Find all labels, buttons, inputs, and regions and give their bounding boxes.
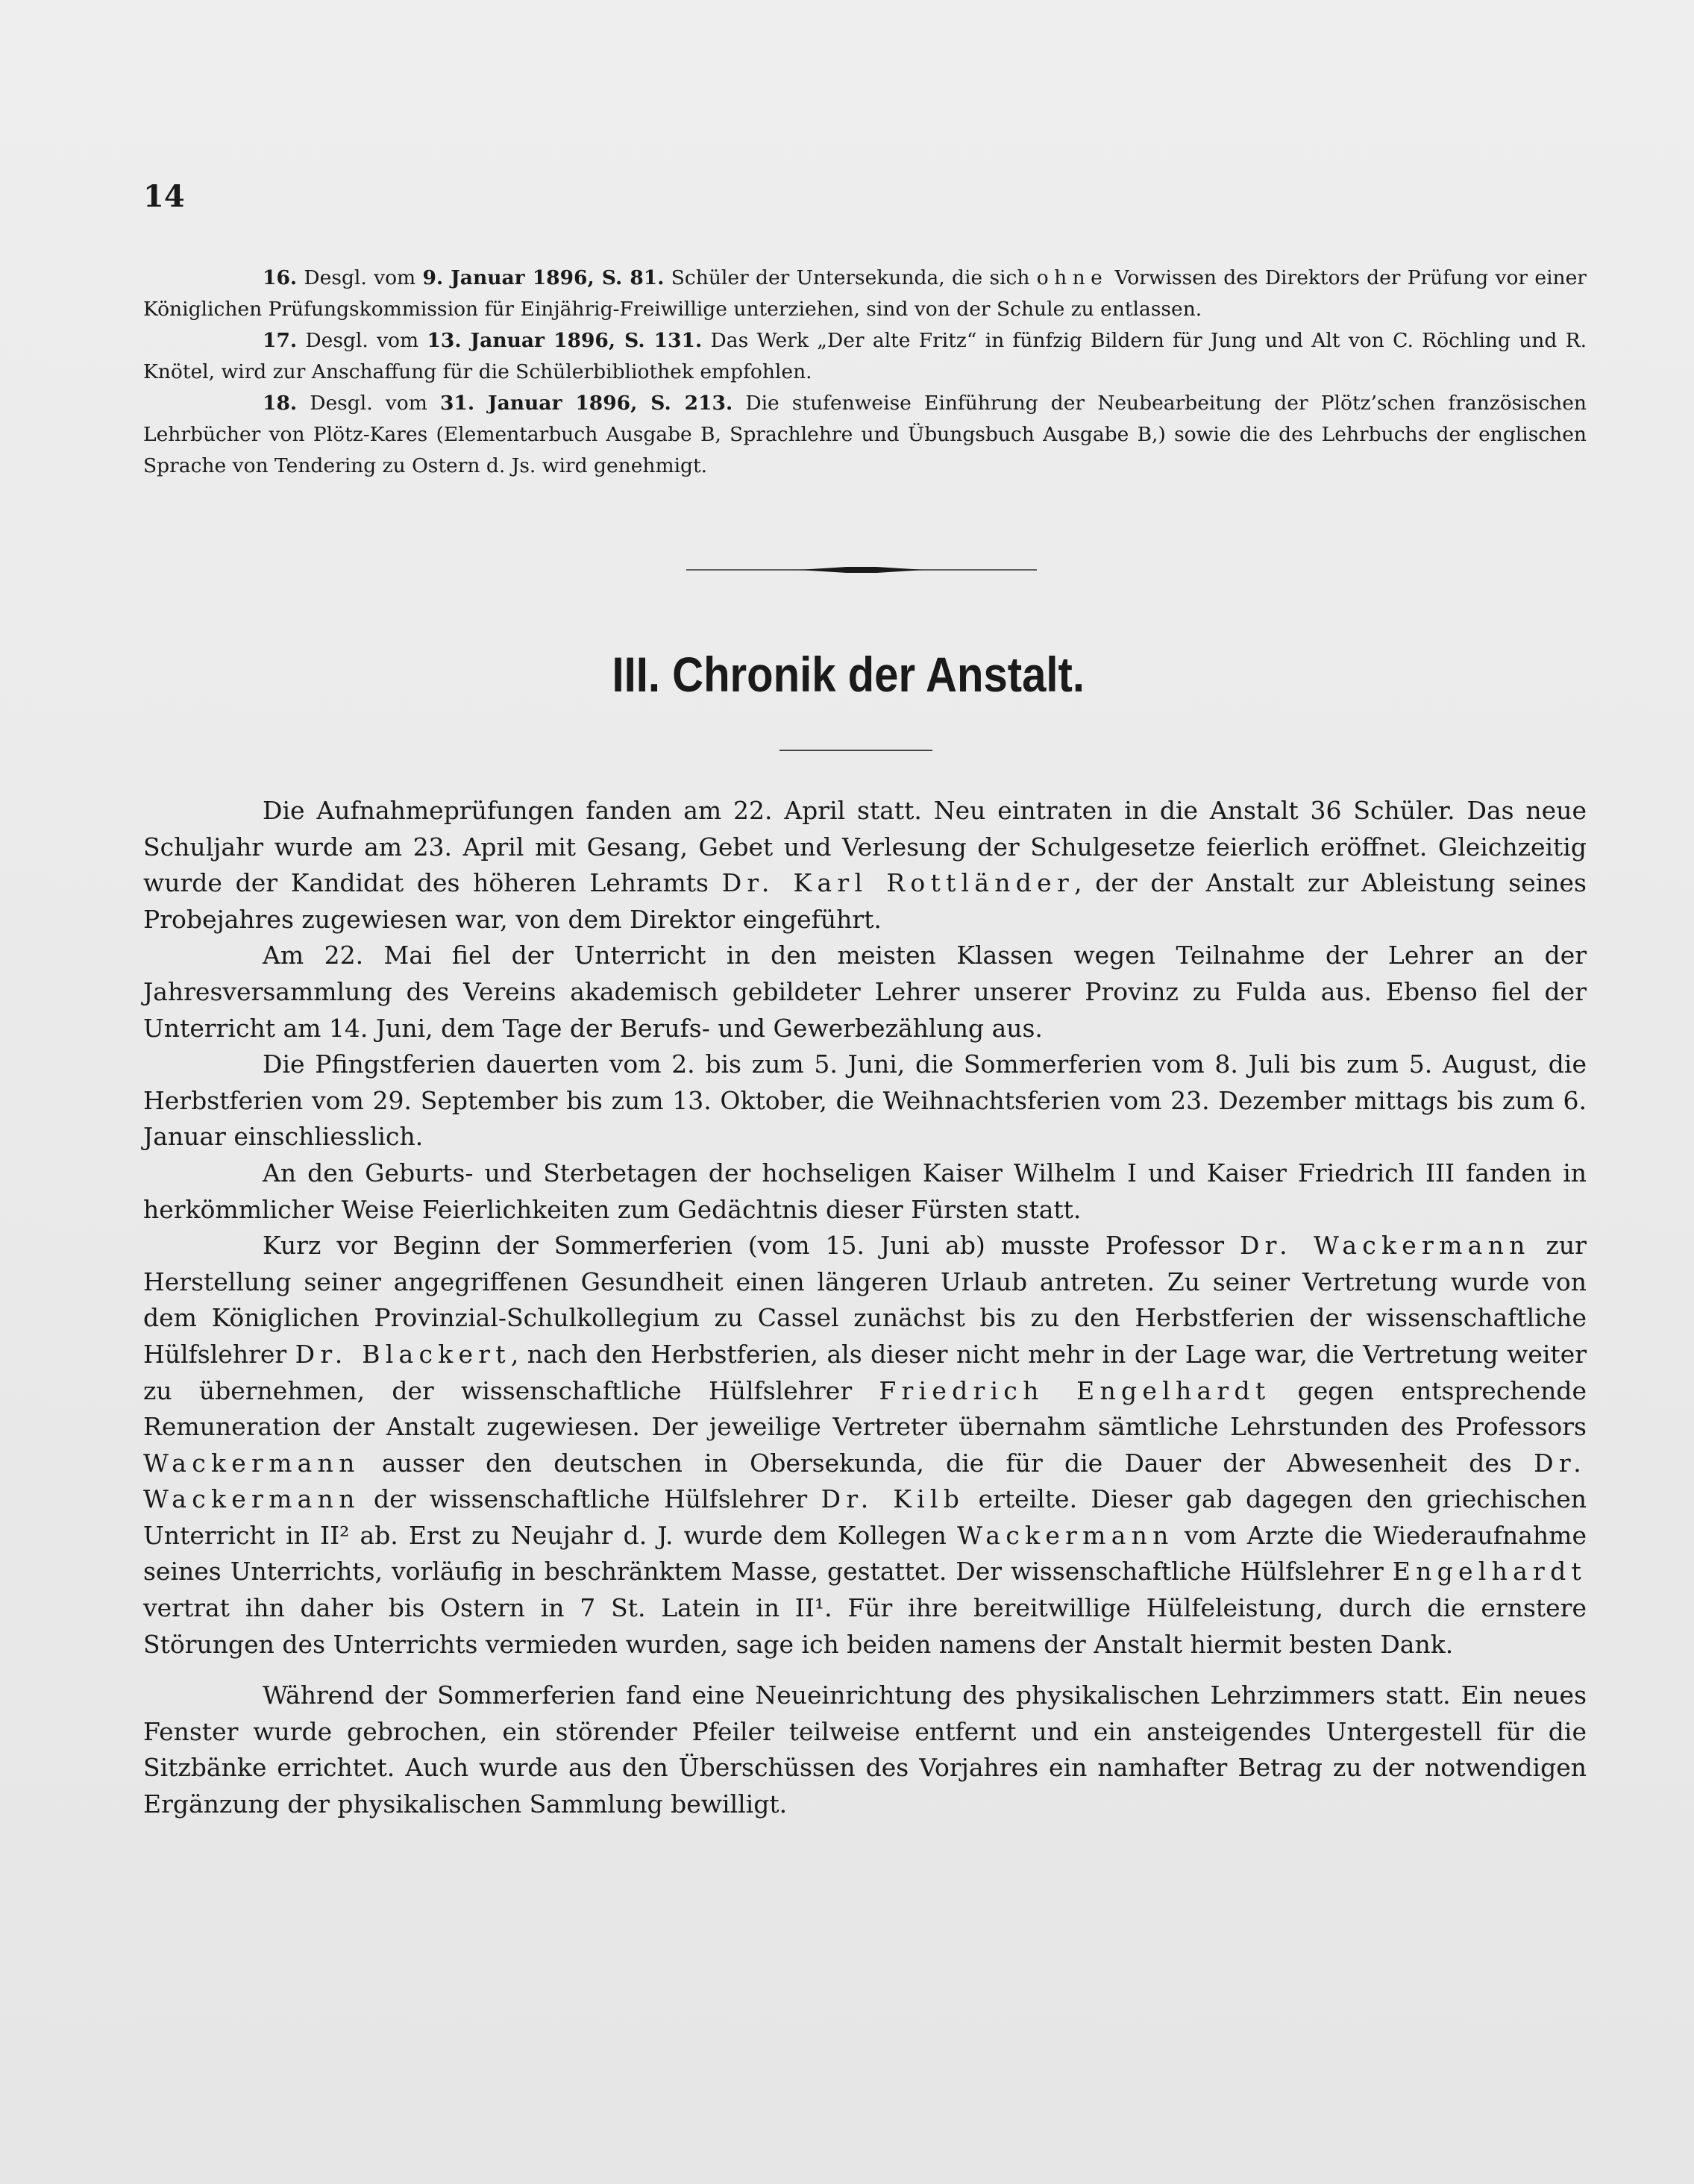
paragraph-text: der wissenschaftliche Hülfslehrer xyxy=(374,1484,808,1514)
paragraph-text: , nach den Herbstferien, als dieser nicht mehr in der Lage war, die Vertretung weiter zu übernehmen, der wissenschaftliche Hülfslehrer xyxy=(143,1339,1587,1405)
person-name: Dr. Blackert xyxy=(295,1339,511,1369)
paragraph-text: vertrat ihn daher bis Ostern in 7 St. Latein in II¹. Für ihre bereitwillige Hülfeleistung, durch die ernstere Störungen des Unterrichts vermieden wurden, sage ich beiden namens der Anstalt hiermit besten Dank. xyxy=(143,1593,1587,1659)
page-number: 14 xyxy=(143,179,185,214)
decree-date: 13. Januar 1896 xyxy=(427,329,609,352)
decree-ref: , S. 81. xyxy=(587,266,665,289)
decree-label: Desgl. vom xyxy=(310,392,427,415)
decree-text: Schüler der Untersekunda, die sich xyxy=(671,266,1030,289)
decree-text: Das Werk „Der alte Fritz“ in fünfzig Bildern für Jung und Alt von C. Röchling und R. Knötel, wird zur Anschaffung für die Schülerbibliothek empfohlen. xyxy=(143,329,1587,383)
decree-item xyxy=(143,388,1587,482)
decree-text: Vorwissen des Direktors der Prüfung vor einer Königlichen Prüfungskommission für Einjährig-Freiwillige unterziehen, sind von der Schule zu entlassen. xyxy=(143,266,1587,321)
paragraph-emperors: An den Geburts- und Sterbetagen der hochseligen Kaiser Wilhelm I und Kaiser Friedrich III fanden in herkömmlicher Weise Feierlichkeiten zum Gedächtnis dieser Fürsten statt. xyxy=(143,1158,1587,1224)
decree-date: 9. Januar 1896 xyxy=(422,266,588,289)
decree-list xyxy=(143,263,1587,482)
person-name: Dr. Kilb xyxy=(821,1484,965,1514)
paragraph-text: gegen entsprechende Remuneration der Anstalt zugewiesen. Der jeweilige Vertreter übernahm sämtliche Lehrstunden des Professors xyxy=(143,1375,1587,1442)
paragraph-admission xyxy=(143,793,1587,938)
paragraph-physics-room: Während der Sommerferien fand eine Neueinrichtung des physikalischen Lehrzimmers statt. Ein neues Fenster wurde gebrochen, ein störender Pfeiler teilweise entfernt und ein ansteigendes Untergestell für die Sitzbänke errichtet. Auch wurde aus den Überschüssen des Vorjahres ein namhafter Betrag zu der notwendigen Ergänzung der physikalischen Sammlung bewilligt. xyxy=(143,1681,1587,1819)
person-name: Engelhardt xyxy=(1392,1557,1587,1587)
person-name: Dr. Karl Rottländer xyxy=(721,868,1074,898)
paragraph-text: vom Arzte die Wiederaufnahme seines Unterrichts, vorläufig in beschränktem Masse, gestattet. Der wissenschaftliche Hülfslehrer xyxy=(143,1520,1587,1587)
decree-label: Desgl. vom xyxy=(304,266,416,289)
decree-item xyxy=(143,325,1587,388)
person-name: Wackermann xyxy=(143,1448,360,1478)
paragraph-text: , der der Anstalt zur Ableistung seines Probejahres zugewiesen war, von dem Direktor eingeführt. xyxy=(143,868,1587,934)
paragraph-text: ausser den deutschen in Obersekunda, die für die Dauer der Abwesenheit des xyxy=(381,1448,1512,1478)
person-name: Wackermann xyxy=(957,1520,1174,1550)
paragraph-substitution xyxy=(143,1228,1587,1663)
paragraph-text: Kurz vor Beginn der Sommerferien (vom 15. Juni ab) musste Professor xyxy=(263,1231,1225,1261)
decree-date: 31. Januar 1896 xyxy=(439,392,631,415)
decree-number: 16. xyxy=(263,266,298,289)
paragraph-may-22: Am 22. Mai fiel der Unterricht in den meisten Klassen wegen Teilnahme der Lehrer an der Jahresversammlung des Vereins akademisch gebildeter Lehrer unserer Provinz zu Fulda aus. Ebenso fiel der Unterricht am 14. Juni, dem Tage der Berufs- und Gewerbezählung aus. xyxy=(143,941,1587,1043)
decree-ref: , S. 213. xyxy=(630,392,733,415)
decree-text: Die stufenweise Einführung der Neubearbeitung der Plötz’schen französischen Lehrbücher von Plötz-Kares (Elementarbuch Ausgabe B, Sprachlehre und Übungsbuch Ausgabe B,) sowie die des Lehrbuchs der englischen Sprache von Tendering zu Ostern d. Js. wird genehmigt. xyxy=(143,392,1587,477)
decree-emphasis: ohne xyxy=(1036,266,1108,289)
paragraph-text: zur Herstellung seiner angegriffenen Gesundheit einen längeren Urlaub antreten. Zu seiner Vertretung wurde von dem Königlichen Provinzial-Schulkollegium zu Cassel zunächst bis zu den Herbstferien der wissenschaftliche Hülfslehrer xyxy=(143,1231,1587,1369)
paragraph-text: erteilte. Dieser gab dagegen den griechischen Unterricht in II² ab. Erst zu Neujahr d. J. wurde dem Kollegen xyxy=(143,1484,1587,1550)
section-title: III. Chronik der Anstalt. xyxy=(612,647,1085,702)
decree-number: 17. xyxy=(263,329,298,352)
person-name: Friedrich Engelhardt xyxy=(879,1375,1271,1405)
decree-label: Desgl. vom xyxy=(305,329,419,352)
decree-ref: , S. 131. xyxy=(608,329,703,352)
decree-number: 18. xyxy=(263,392,298,415)
title-underline xyxy=(779,750,932,751)
decree-item xyxy=(143,263,1587,325)
person-name: Dr. Wackermann xyxy=(1239,1231,1531,1261)
paragraph-holidays: Die Pfingstferien dauerten vom 2. bis zum 5. Juni, die Sommerferien vom 8. Juli bis zum 5. August, die Herbstferien vom 29. September bis zum 13. Oktober, die Weihnachtsferien vom 23. Dezember mittags bis zum 6. Januar einschliesslich. xyxy=(143,1049,1587,1152)
section-divider-ornament xyxy=(686,565,1037,574)
paragraph-text: Die Aufnahmeprüfungen fanden am 22. April statt. Neu eintraten in die Anstalt 36 Schüler. Das neue Schuljahr wurde am 23. April mit Gesang, Gebet und Verlesung der Schulgesetze feierlich eröffnet. Gleichzeitig wurde der Kandidat des höheren Lehramts xyxy=(143,796,1587,898)
person-name: Dr. Wackermann xyxy=(143,1448,1587,1514)
chronicle-body xyxy=(143,793,1587,1823)
